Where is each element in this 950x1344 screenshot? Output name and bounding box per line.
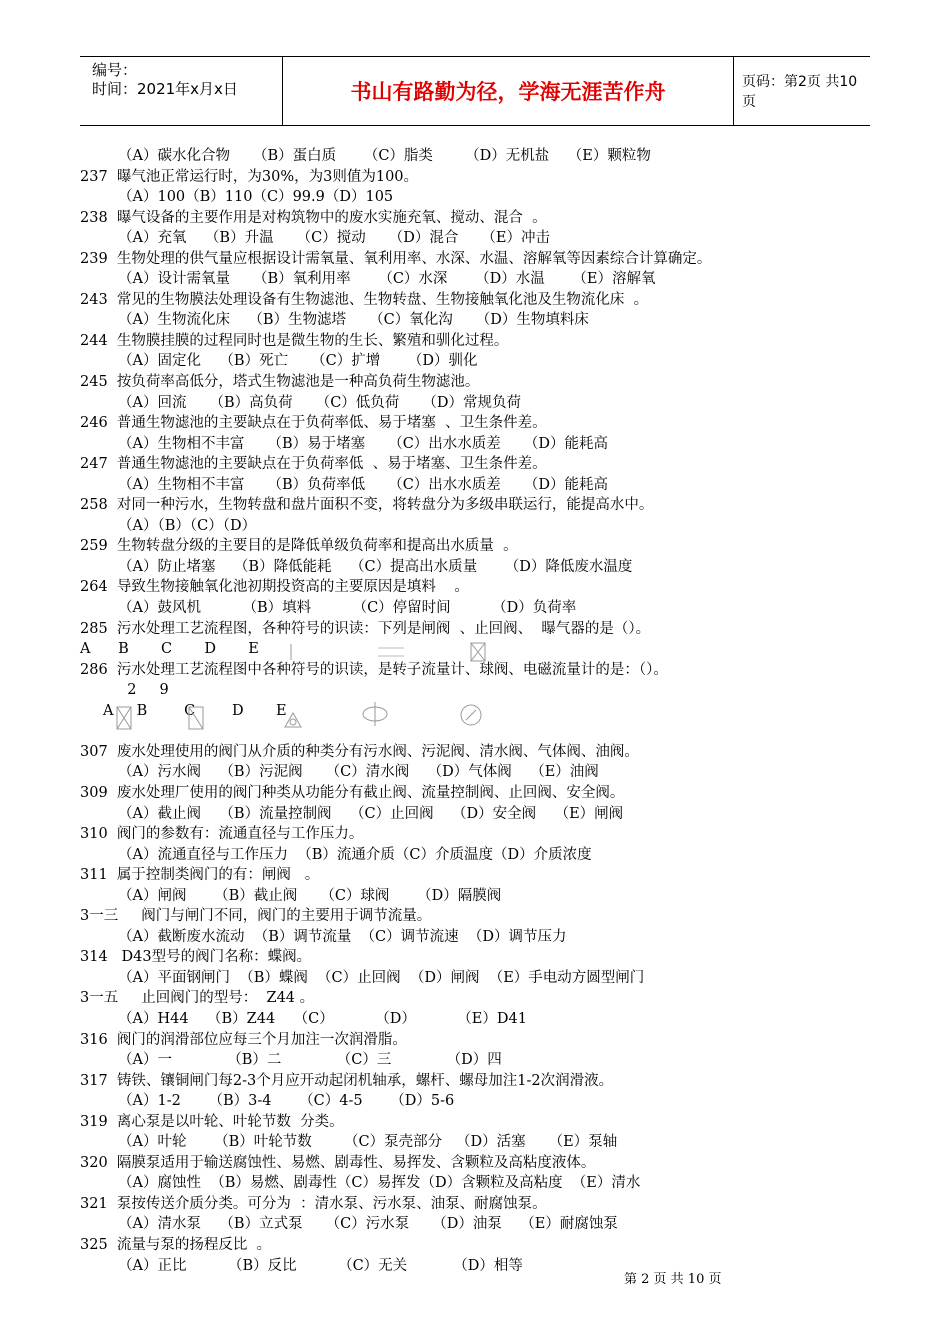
- question-line: 309 废水处理厂使用的阀门种类从功能分有截止阀、流量控制阀、止回阀、安全阀。: [80, 784, 625, 801]
- magnetic-flowmeter-symbol-icon: [460, 704, 482, 726]
- question-line: 258 对同一种污水，生物转盘和盘片面积不变，将转盘分为多级串联运行，能提高水中。: [80, 497, 654, 514]
- question-line: 244 生物膜挂膜的过程同时也是微生物的生长、繁殖和驯化过程。: [80, 332, 509, 349]
- flowmeter-symbol-icon: [188, 706, 204, 730]
- header-meta: [80, 57, 282, 125]
- answer-options: （A）叶轮 （B）叶轮节数 （C）泵壳部分 （D）活塞 （E）泵轴: [118, 1134, 618, 1151]
- question-line: 317 铸铁、镶铜闸门每2-3个月应开动起闭机轴承，螺杆、螺母加注1-2次润滑液。: [80, 1072, 614, 1089]
- question-line: 311 属于控制类阀门的有：闸阀 。: [80, 867, 320, 884]
- page-footer: 第 2 页 共 10 页: [624, 1272, 722, 1287]
- answer-options: （A）碳水化合物 （B）蛋白质 （C）脂类 （D）无机盐 （E）颗粒物: [118, 148, 651, 164]
- answer-options: （A）鼓风机 （B）填料 （C）停留时间 （D）负荷率: [118, 600, 577, 617]
- answer-options: （A）截断废水流动 （B）调节流量 （C）调节流速 （D）调节压力: [118, 928, 567, 945]
- answer-options: （A）闸阀 （B）截止阀 （C）球阀 （D）隔膜阀: [118, 887, 502, 904]
- answer-options: 2 9: [118, 682, 169, 699]
- butterfly-valve-symbol-icon: [362, 702, 388, 726]
- answer-options: （A）100（B）110（C）99.9（D）105: [118, 189, 394, 206]
- question-line: 319 离心泵是以叶轮、叶轮节数 分类。: [80, 1113, 344, 1130]
- header-page-info: 页码：第2页 共10页: [742, 74, 858, 110]
- check-valve-symbol-icon: [378, 644, 404, 660]
- answer-options: （A）清水泵 （B）立式泵 （C）污水泵 （D）油泵 （E）耐腐蚀泵: [118, 1216, 618, 1233]
- answer-options: （A）（B）（C）（D）: [118, 517, 257, 534]
- answer-options: （A）生物流化床 （B）生物滤塔 （C）氧化沟 （D）生物填料床: [118, 312, 589, 329]
- answer-options: （A）一 （B）二 （C）三 （D）四: [118, 1052, 502, 1069]
- question-line: 286 污水处理工艺流程图中各种符号的识读，是转子流量计、球阀、电磁流量计的是：（）。: [80, 661, 668, 678]
- question-line: 316 阀门的润滑部位应每三个月加注一次润滑脂。: [80, 1031, 407, 1048]
- question-line: 264 导致生物接触氧化池初期投资高的主要原因是填料 。: [80, 579, 469, 596]
- question-line: 321 泵按传送介质分类。可分为 ：清水泵、污水泵、油泵、耐腐蚀泵。: [80, 1195, 547, 1212]
- question-line: 237 曝气池正常运行时，为30%，为3则值为100。: [80, 168, 419, 185]
- question-line: A B C D E: [80, 702, 287, 719]
- answer-options: （A）回流 （B）高负荷 （C）低负荷 （D）常规负荷: [118, 394, 521, 411]
- number-label: 编号：: [92, 61, 138, 79]
- answer-options: （A）1-2 （B）3-4 （C）4-5 （D）5-6: [118, 1093, 455, 1110]
- question-line: 246 普通生物滤池的主要缺点在于负荷率低、易于堵塞 、卫生条件差。: [80, 415, 547, 432]
- valve-symbol-icon: [286, 644, 296, 660]
- answer-options: （A）截止阀 （B）流量控制阀 （C）止回阀 （D）安全阀 （E）闸阀: [118, 805, 624, 822]
- question-line: 310 阀门的参数有：流通直径与工作压力。: [80, 826, 364, 843]
- answer-options: （A）平面钢闸门 （B）蝶阀 （C）止回阀 （D）闸阀 （E）手电动方圆型闸门: [118, 969, 645, 986]
- question-line: 238 曝气设备的主要作用是对构筑物中的废水实施充氧、搅动、混合 。: [80, 209, 547, 226]
- question-line: 3一三 阀门与闸门不同，阀门的主要用于调节流量。: [80, 908, 432, 925]
- aerator-symbol-icon: [470, 642, 486, 662]
- question-line: 243 常见的生物膜法处理设备有生物滤池、生物转盘、生物接触氧化池及生物流化床 。: [80, 291, 649, 308]
- answer-options: （A）充氧 （B）升温 （C）搅动 （D）混合 （E）冲击: [118, 230, 551, 247]
- question-line: A B C D E: [80, 641, 259, 658]
- question-line: 259 生物转盘分级的主要目的是降低单级负荷率和提高出水质量 。: [80, 538, 518, 555]
- question-line: 245 按负荷率高低分，塔式生物滤池是一种高负荷生物滤池。: [80, 374, 480, 391]
- answer-options: （A）污水阀 （B）污泥阀 （C）清水阀 （D）气体阀 （E）油阀: [118, 764, 599, 781]
- answer-options: （A）腐蚀性 （B）易燃、剧毒性（C）易挥发（D）含颗粒及高粘度 （E）清水: [118, 1175, 641, 1192]
- answer-options: （A）设计需氧量 （B）氧利用率 （C）水深 （D）水温 （E）溶解氧: [118, 271, 656, 288]
- question-line: 3一五 止回阀门的型号： Z44 。: [80, 990, 315, 1007]
- time-label: 时间：2021年x月x日: [92, 80, 238, 98]
- answer-options: （A）生物相不丰富 （B）负荷率低 （C）出水水质差 （D）能耗高: [118, 476, 608, 493]
- question-line: 307 废水处理使用的阀门从介质的种类分有污水阀、污泥阀、清水阀、气体阀、油阀。: [80, 743, 639, 760]
- answer-options: （A）固定化 （B）死亡 （C）扩增 （D）驯化: [118, 353, 478, 370]
- answer-options: （A）H44 （B）Z44 （C） （D） （E）D41: [118, 1010, 527, 1027]
- rotameter-symbol-icon: [116, 706, 132, 730]
- answer-options: （A）防止堵塞 （B）降低能耗 （C）提高出水质量 （D）降低废水温度: [118, 558, 633, 575]
- page-header: [80, 56, 870, 126]
- header-motto: 书山有路勤为径，学海无涯苦作舟: [282, 57, 734, 125]
- answer-options: （A）生物相不丰富 （B）易于堵塞 （C）出水水质差 （D）能耗高: [118, 435, 608, 452]
- question-line: 285 污水处理工艺流程图，各种符号的识读：下列是闸阀 、止回阀、 曝气器的是（）。: [80, 620, 651, 637]
- question-line: 247 普通生物滤池的主要缺点在于负荷率低 、易于堵塞、卫生条件差。: [80, 456, 547, 473]
- answer-options: （A）流通直径与工作压力 （B）流通介质（C）介质温度（D）介质浓度: [118, 846, 592, 863]
- question-line: 314 D43型号的阀门名称：蝶阀。: [80, 949, 312, 966]
- ball-valve-symbol-icon: [284, 712, 302, 728]
- question-line: 325 流量与泵的扬程反比 。: [80, 1236, 272, 1253]
- question-line: 320 隔膜泵适用于输送腐蚀性、易燃、剧毒性、易挥发、含颗粒及高粘度液体。: [80, 1154, 596, 1171]
- question-line: 239 生物处理的供气量应根据设计需氧量、氧利用率、水深、水温、溶解氧等因素综合计算确定。: [80, 250, 712, 267]
- answer-options: （A）正比 （B）反比 （C）无关 （D）相等: [118, 1257, 523, 1274]
